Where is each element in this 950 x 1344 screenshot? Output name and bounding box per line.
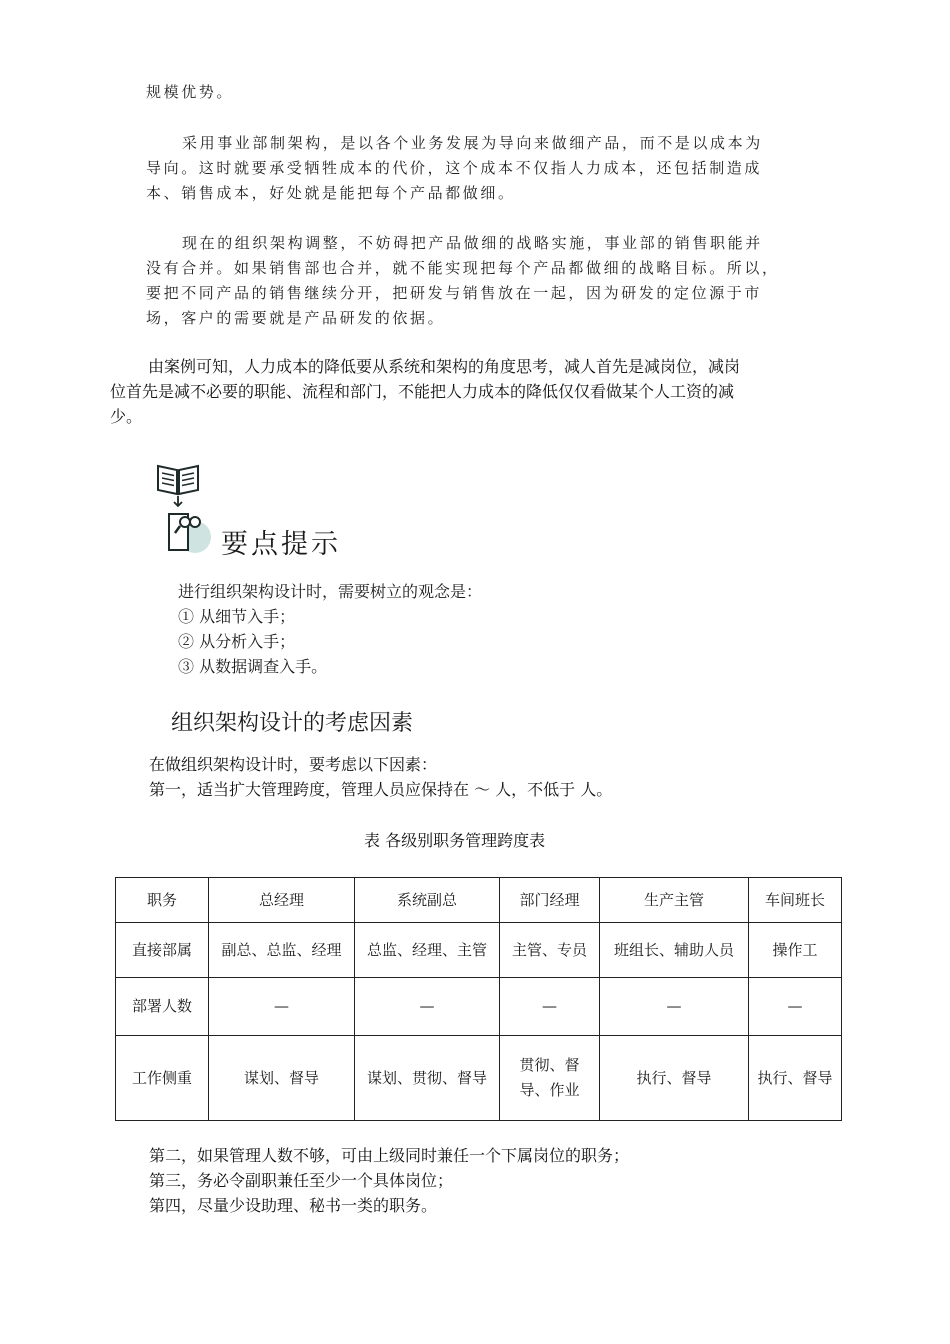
table-cell: 班组长、辅助人员 (600, 923, 749, 978)
conclusion-line: 由案例可知，人力成本的降低要从系统和架构的角度思考，减人首先是减岗位，减岗 (148, 357, 741, 376)
span-table (115, 877, 842, 1121)
tip-item: ① 从细节入手； (178, 607, 296, 626)
quote-line: 没有合并。如果销售部也合并，就不能实现把每个产品都做细的战略目标。所以， (146, 259, 780, 277)
factor-line: 第一，适当扩大管理跨度，管理人员应保持在 ～ 人，不低于 人。 (149, 780, 613, 799)
conclusion-line: 位首先是减不必要的职能、流程和部门，不能把人力成本的降低仅仅看做某个人工资的减 (110, 382, 735, 401)
quote-paragraph (146, 231, 780, 331)
table-cell: 总经理 (209, 878, 355, 923)
table-cell: — (500, 978, 600, 1036)
factor-line: 第三，务必令副职兼任至少一个具体岗位； (149, 1171, 454, 1190)
tip-title: 要点提示 (221, 529, 341, 560)
table-cell: 谋划、督导 (209, 1036, 355, 1121)
factor-line: 第四，尽量少设助理、秘书一类的职务。 (149, 1196, 438, 1215)
conclusion-line: 少。 (110, 407, 143, 426)
tip-intro: 进行组织架构设计时，需要树立的观念是： (178, 582, 483, 601)
table-row (116, 923, 842, 978)
table-row (116, 878, 842, 923)
quote-line: 规模优势。 (146, 83, 235, 101)
table-caption: 表 各级别职务管理跨度表 (364, 831, 546, 850)
table-cell: — (355, 978, 500, 1036)
table-row (116, 1036, 842, 1121)
table-cell: 部门经理 (500, 878, 600, 923)
table-cell: 贯彻、督导、作业 (500, 1036, 600, 1121)
quote-line: 场，客户的需要就是产品研发的依据。 (146, 309, 446, 327)
table-row (116, 978, 842, 1036)
table-cell: — (209, 978, 355, 1036)
table-cell: 谋划、贯彻、督导 (355, 1036, 500, 1121)
table-cell: 部署人数 (116, 978, 209, 1036)
table-cell: 副总、总监、经理 (209, 923, 355, 978)
open-book-icon (154, 460, 202, 510)
table-cell: 主管、专员 (500, 923, 600, 978)
table-cell: 系统副总 (355, 878, 500, 923)
table-cell: 操作工 (749, 923, 842, 978)
table-cell: 直接部属 (116, 923, 209, 978)
quote-line: 导向。这时就要承受牺牲成本的代价，这个成本不仅指人力成本，还包括制造成 (146, 159, 763, 177)
table-cell: 职务 (116, 878, 209, 923)
quote-line: 本、销售成本，好处就是能把每个产品都做细。 (146, 184, 516, 202)
quote-line: 采用事业部制架构，是以各个业务发展为导向来做细产品，而不是以成本为 (182, 134, 763, 152)
conclusion-paragraph (110, 354, 855, 429)
section-title: 组织架构设计的考虑因素 (171, 711, 414, 736)
tip-item: ② 从分析入手； (178, 632, 296, 651)
table-cell: 执行、督导 (600, 1036, 749, 1121)
table-cell: 生产主管 (600, 878, 749, 923)
table-cell: — (749, 978, 842, 1036)
tip-item: ③ 从数据调查入手。 (178, 657, 328, 676)
table-cell: 执行、督导 (749, 1036, 842, 1121)
factor-line: 第二，如果管理人数不够，可由上级同时兼任一个下属岗位的职务； (149, 1146, 630, 1165)
table-cell: 总监、经理、主管 (355, 923, 500, 978)
quote-line: 要把不同产品的销售继续分开，把研发与销售放在一起，因为研发的定位源于市 (146, 284, 763, 302)
table-cell: — (600, 978, 749, 1036)
quote-line: 现在的组织架构调整，不妨碍把产品做细的战略实施，事业部的销售职能并 (182, 234, 763, 252)
table-cell: 车间班长 (749, 878, 842, 923)
table-cell: 工作侧重 (116, 1036, 209, 1121)
magnifier-note-icon (166, 510, 214, 554)
section-intro: 在做组织架构设计时，要考虑以下因素： (149, 755, 438, 774)
quote-paragraph (146, 131, 763, 206)
